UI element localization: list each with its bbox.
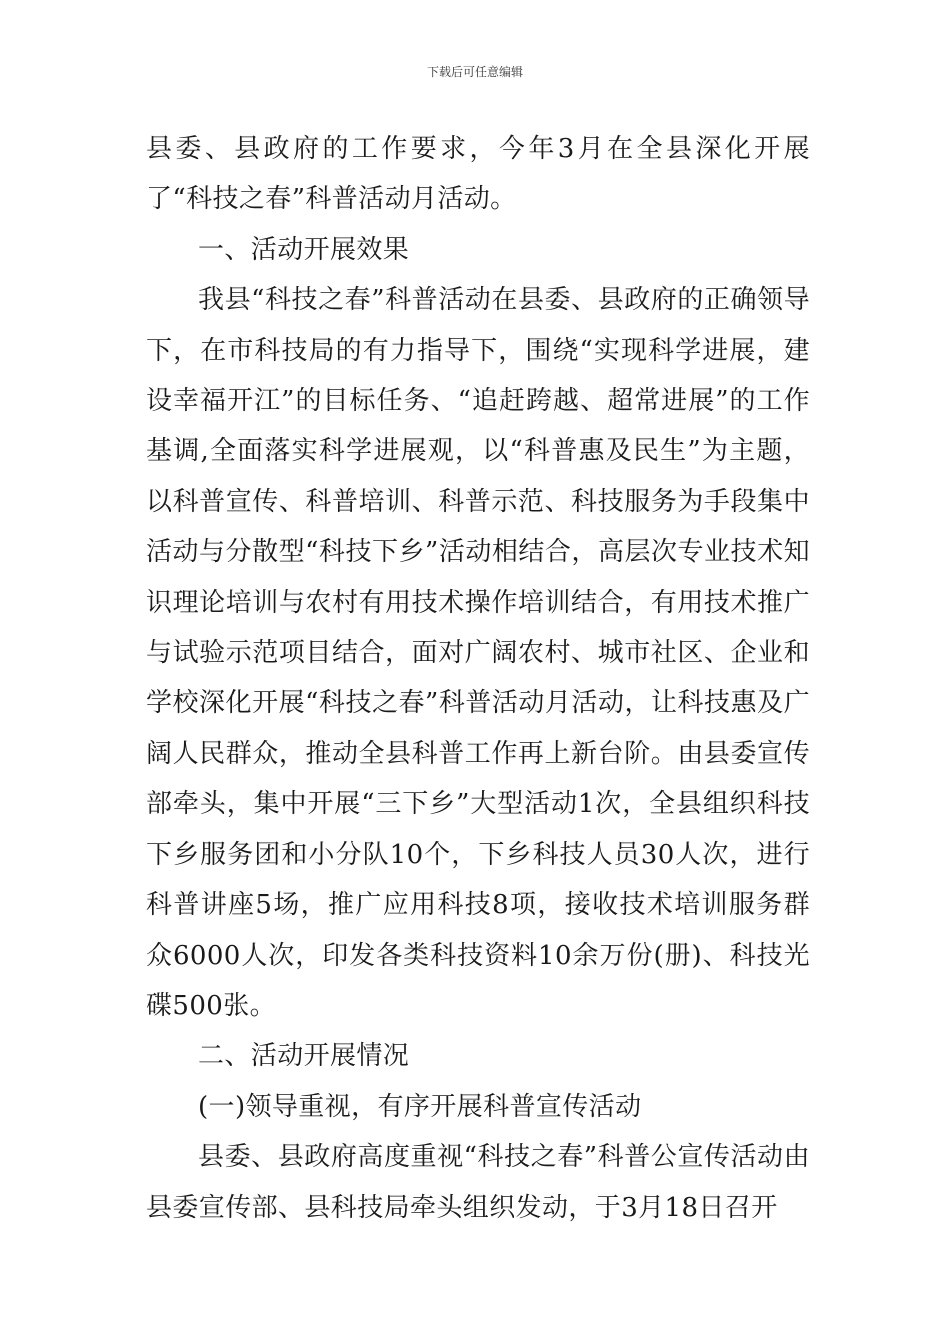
paragraph-leadership: 县委、县政府高度重视“科技之春”科普公宣传活动由县委宣传部、县科技局牵头组织发动，于3月18日召开: [146, 1142, 810, 1223]
section-heading-2: 二、活动开展情况: [198, 1041, 410, 1072]
page-header: 下载后可任意编辑: [426, 65, 523, 79]
subsection-heading-1: (一)领导重视，有序开展科普宣传活动: [198, 1091, 642, 1122]
document-body: [146, 124, 810, 1233]
paragraph-intro: 县委、县政府的工作要求，今年3月在全县深化开展了“科技之春”科普活动月活动。: [146, 134, 810, 215]
section-heading-1: 一、活动开展效果: [198, 234, 410, 265]
paragraph-effects: 我县“科技之春”科普活动在县委、县政府的正确领导下，在市科技局的有力指导下，围绕“实现科学进展，建设幸福开江”的目标任务、“追赶跨越、超常进展”的工作基调,全面落实科学进展观，以“科普惠及民生”为主题，以科普宣传、科普培训、科普示范、科技服务为手段集中活动与分散型“科技下乡”活动相结合，高层次专业技术知识理论培训与农村有用技术操作培训结合，有用技术推广与试验示范项目结合，面对广阔农村、城市社区、企业和学校深化开展“科技之春”科普活动月活动，让科技惠及广阔人民群众，推动全县科普工作再上新台阶。由县委宣传部牵头，集中开展“三下乡”大型活动1次，全县组织科技下乡服务团和小分队10个，下乡科技人员30人次，进行科普讲座5场，推广应用科技8项，接收技术培训服务群众6000人次，印发各类科技资料10余万份(册)、科技光碟500张。: [146, 285, 810, 1021]
